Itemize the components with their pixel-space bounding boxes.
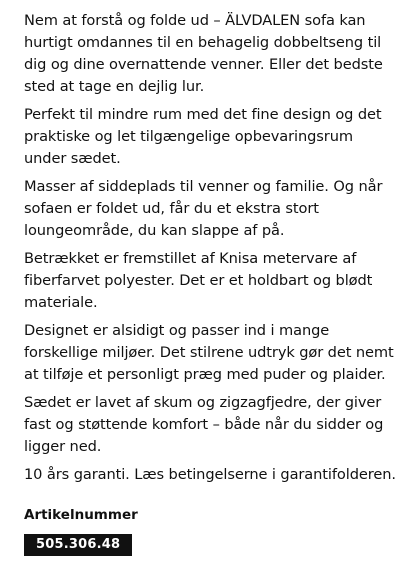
description-paragraph-4: Betrækket er fremstillet af Knisa metervare af fiberfarvet polyester. Det er et holdbart og blødt materiale. — [24, 250, 373, 311]
product-description — [24, 10, 396, 486]
description-paragraph-7: 10 års garanti. Læs betingelserne i garantifolderen. — [24, 466, 396, 483]
description-paragraph-6: Sædet er lavet af skum og zigzagfjedre, der giver fast og støttende komfort – både når du sidder og ligger ned. — [24, 394, 384, 455]
article-number-label: Artikelnummer — [24, 507, 138, 523]
description-paragraph-5: Designet er alsidigt og passer ind i mange forskellige miljøer. Det stilrene udtryk gør det nemt at tilføje et personligt præg med puder og plaider. — [24, 322, 394, 383]
description-paragraph-3: Masser af siddeplads til venner og familie. Og når sofaen er foldet ud, får du et ekstra stort loungeområde, du kan slappe af på. — [24, 178, 383, 239]
article-number-badge: 505.306.48 — [24, 534, 132, 556]
product-details — [24, 10, 396, 556]
description-paragraph-2: Perfekt til mindre rum med det fine design og det praktiske og let tilgængelige opbevaringsrum under sædet. — [24, 106, 382, 167]
description-paragraph-1: Nem at forstå og folde ud – ÄLVDALEN sofa kan hurtigt omdannes til en behagelig dobbeltseng til dig og dine overnattende venner. Eller det bedste sted at tage en dejlig lur. — [24, 12, 383, 95]
